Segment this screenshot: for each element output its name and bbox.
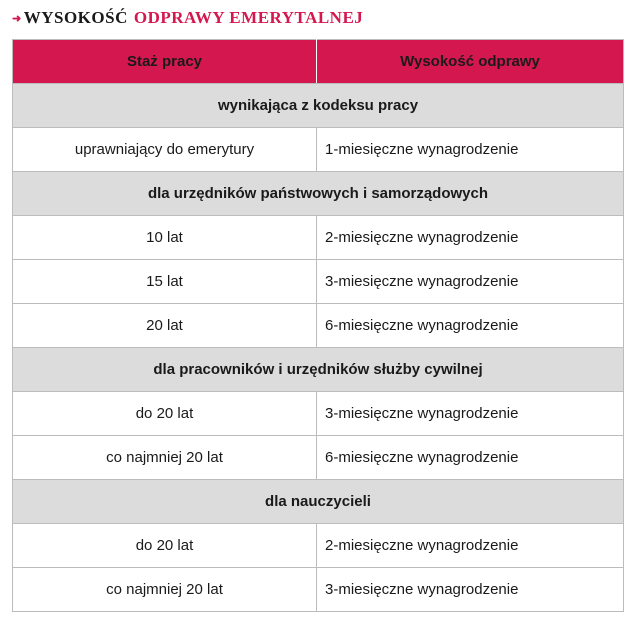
cell-seniority: 15 lat [13, 260, 317, 304]
severance-table [12, 39, 624, 612]
table-header-row [13, 40, 624, 84]
table-row [13, 568, 624, 612]
section-title: dla nauczycieli [13, 480, 624, 524]
cell-seniority: uprawniający do emerytury [13, 128, 317, 172]
header-severance-amount: Wysokość odprawy [317, 40, 624, 84]
table-row [13, 216, 624, 260]
cell-severance-amount: 3-miesięczne wynagrodzenie [317, 392, 624, 436]
section-title: dla pracowników i urzędników służby cywilnej [13, 348, 624, 392]
cell-seniority: co najmniej 20 lat [13, 436, 317, 480]
section-row [13, 348, 624, 392]
cell-severance-amount: 2-miesięczne wynagrodzenie [317, 216, 624, 260]
cell-seniority: do 20 lat [13, 392, 317, 436]
table-row [13, 392, 624, 436]
cell-seniority: do 20 lat [13, 524, 317, 568]
table-row [13, 524, 624, 568]
section-row [13, 172, 624, 216]
title-part-red: ODPRAWY EMERYTALNEJ [133, 8, 364, 27]
header-seniority: Staż pracy [13, 40, 317, 84]
arrow-right-icon: ➜ [12, 12, 22, 25]
cell-severance-amount: 3-miesięczne wynagrodzenie [317, 568, 624, 612]
cell-seniority: 10 lat [13, 216, 317, 260]
cell-severance-amount: 6-miesięczne wynagrodzenie [317, 436, 624, 480]
section-row [13, 84, 624, 128]
table-row [13, 128, 624, 172]
cell-seniority: co najmniej 20 lat [13, 568, 317, 612]
table-row [13, 304, 624, 348]
cell-severance-amount: 1-miesięczne wynagrodzenie [317, 128, 624, 172]
table-row [13, 260, 624, 304]
cell-severance-amount: 3-miesięczne wynagrodzenie [317, 260, 624, 304]
cell-severance-amount: 6-miesięczne wynagrodzenie [317, 304, 624, 348]
table-body [13, 40, 624, 612]
section-title: dla urzędników państwowych i samorządowych [13, 172, 624, 216]
cell-seniority: 20 lat [13, 304, 317, 348]
cell-severance-amount: 2-miesięczne wynagrodzenie [317, 524, 624, 568]
title-part-dark: WYSOKOŚĆ [23, 8, 128, 27]
page-title [12, 6, 363, 30]
section-title: wynikająca z kodeksu pracy [13, 84, 624, 128]
table-row [13, 436, 624, 480]
section-row [13, 480, 624, 524]
